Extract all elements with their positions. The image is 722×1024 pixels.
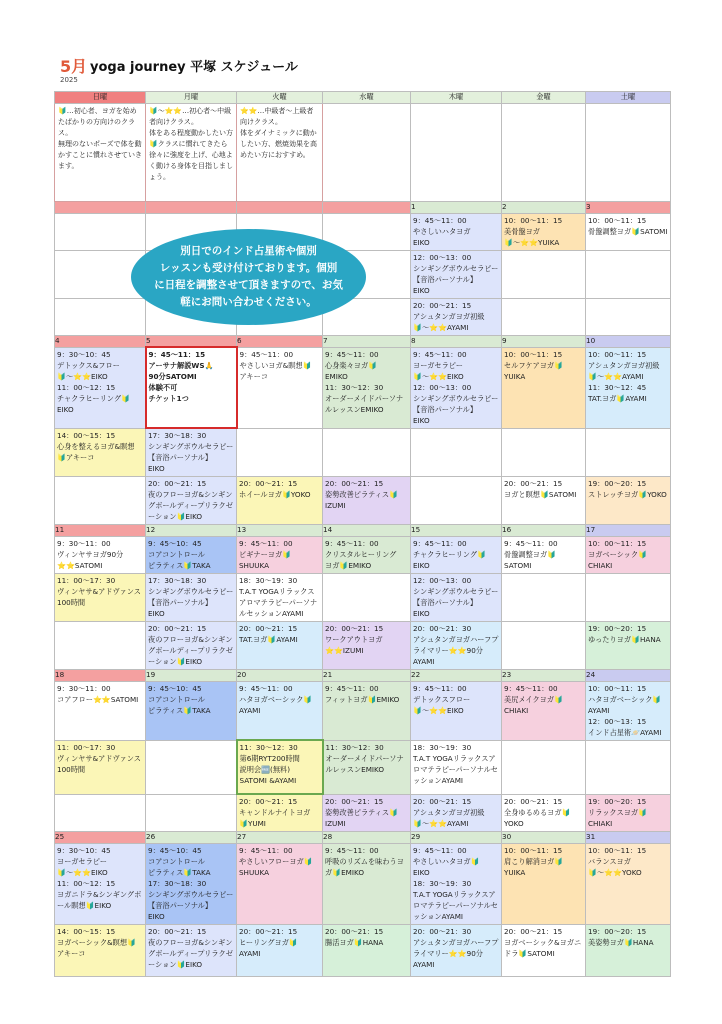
date-number: 16: [502, 525, 586, 537]
date-number: 27: [237, 832, 323, 844]
legend-advanced: ⭐️⭐️…中級者〜上級者向けクラス。 体をダイナミックに動かしたい方、燃焼効果を高めたい方におすすめ。: [237, 103, 323, 201]
class-slot[interactable]: 19：00〜20：15 美姿勢ヨガ🔰HANA: [586, 925, 671, 977]
class-slot[interactable]: 9：45〜11：00 やさしいハタヨガ🔰 EIKO 18：30〜19：30 T.A.T YOGAリラックスアロマテラピーパーソナルセッションAYAMI: [411, 844, 502, 925]
class-slot[interactable]: 10：00〜11：15 バランスヨガ 🔰〜⭐️⭐️YOKO: [586, 844, 671, 925]
class-slot[interactable]: 12：00〜13：00 シンギングボウルセラピー【音浴パーソナル】 EIKO: [411, 574, 502, 622]
class-slot[interactable]: 17：30〜18：30 シンギングボウルセラピー【音浴パーソナル】 EIKO: [146, 574, 237, 622]
date-number: 12: [146, 525, 237, 537]
date-number: [146, 201, 237, 213]
class-slot[interactable]: 10：00〜11：15 セルフケアヨガ🔰 YUIKA: [502, 347, 586, 428]
class-slot[interactable]: 10：00〜11：15 ヨガベーシック🔰 CHIAKI: [586, 537, 671, 574]
date-number: 18: [55, 670, 146, 682]
weekday-wed: 水曜: [323, 92, 411, 104]
class-slot[interactable]: 20：00〜21：15 姿勢改善ピラティス🔰 IZUMI: [323, 477, 411, 525]
class-slot[interactable]: 20：00〜21：15 夜のフローヨガ&シンギングボールディープリラクゼーション🔰EIKO: [146, 925, 237, 977]
class-slot: [55, 213, 146, 250]
legend-empty: [411, 103, 502, 201]
class-slot[interactable]: 9：45〜11：00 チャクラヒーリング🔰 EIKO: [411, 537, 502, 574]
month-label: 5月: [60, 57, 88, 76]
class-slot[interactable]: 9：45〜11：00 骨盤調整ヨガ🔰 SATOMI: [502, 537, 586, 574]
class-slot[interactable]: 20：00〜21：15 アシュタンガヨガ初級 🔰〜⭐️⭐️AYAMI: [411, 794, 502, 832]
class-slot[interactable]: 9：30〜11：00 ヴィンヤサヨガ90分 ⭐️⭐️SATOMI: [55, 537, 146, 574]
class-slot[interactable]: 10：00〜11：15 美骨盤ヨガ 🔰〜⭐️⭐️YUIKA: [502, 213, 586, 250]
class-slot[interactable]: 20：00〜21：15 ヨガと瞑想🔰SATOMI: [502, 477, 586, 525]
class-slot[interactable]: 9：45〜11：00 やさしいヨガ&瞑想🔰 アキーコ: [237, 347, 323, 428]
weekday-mon: 月曜: [146, 92, 237, 104]
class-slot[interactable]: 9：30〜10：45 ヨーガセラピー 🔰〜⭐️⭐️EIKO 11：00〜12：15 ヨガニドラ&シンギングボール瞑想🔰EIKO: [55, 844, 146, 925]
class-slot[interactable]: 14：00〜15：15 ヨガベーシック&瞑想🔰 アキーコ: [55, 925, 146, 977]
class-slot[interactable]: 14：00〜15：15 心身を整えるヨガ&瞑想🔰アキーコ: [55, 428, 146, 477]
class-slot[interactable]: 20：00〜21：30 アシュタンガヨガハーフプライマリー⭐️⭐️90分 AYAMI: [411, 622, 502, 670]
class-slot[interactable]: 20：00〜21：15 アシュタンガヨガ初級 🔰〜⭐️⭐️AYAMI: [411, 298, 502, 335]
class-slot[interactable]: 20：00〜21：15 キャンドルナイトヨガ 🔰YUMI: [237, 794, 323, 832]
class-slot[interactable]: 10：00〜11：15 骨盤調整ヨガ🔰SATOMI: [586, 213, 671, 250]
notice-bubble: 別日でのインド占星術や個別 レッスンも受け付けております。個別 に日程を調整させて頂きますので、お気 軽にお問い合わせください。: [131, 229, 366, 325]
date-number: 5: [146, 335, 237, 347]
class-slot[interactable]: 20：00〜21：15 ワークアウトヨガ ⭐️⭐️IZUMI: [323, 622, 411, 670]
class-slot[interactable]: 9：45〜11：15 アーサナ解説WS🙏 90分SATOMI 体験不可 チケット1つ: [146, 347, 237, 428]
class-slot[interactable]: 12：00〜13：00 シンギングボウルセラピー【音浴パーソナル】 EIKO: [411, 250, 502, 298]
class-slot[interactable]: 18：30〜19：30 T.A.T YOGAリラックスアロマテラピーパーソナルセッションAYAMI: [411, 740, 502, 794]
date-number: 15: [411, 525, 502, 537]
date-number: 22: [411, 670, 502, 682]
class-slot[interactable]: 10：00〜11：15 肩こり解消ヨガ🔰 YUIKA: [502, 844, 586, 925]
class-slot[interactable]: 17：30〜18：30 シンギングボウルセラピー【音浴パーソナル】 EIKO: [146, 428, 237, 477]
date-number: 17: [586, 525, 671, 537]
date-number: [323, 201, 411, 213]
date-number: 21: [323, 670, 411, 682]
class-slot[interactable]: 20：00〜21：15 夜のフローヨガ&シンギングボールディープリラクゼーション🔰EIKO: [146, 477, 237, 525]
class-slot[interactable]: 20：00〜21：15 腸活ヨガ🔰HANA: [323, 925, 411, 977]
class-slot[interactable]: 11：30〜12：30 第6期RYT200時間 説明会🆓(無料) SATOMI &AYAMI: [237, 740, 323, 794]
class-slot[interactable]: 19：00〜20：15 リラックスヨガ🔰 CHIAKI: [586, 794, 671, 832]
date-number: 31: [586, 832, 671, 844]
date-number: 2: [502, 201, 586, 213]
date-number: 29: [411, 832, 502, 844]
class-slot[interactable]: 20：00〜21：15 ヒーリングヨガ🔰 AYAMI: [237, 925, 323, 977]
class-slot[interactable]: 20：00〜21：15 ヨガベーシック&ヨガニドラ🔰SATOMI: [502, 925, 586, 977]
weekday-thu: 木曜: [411, 92, 502, 104]
class-slot[interactable]: 9：45〜11：00 ハタヨガベーシック🔰 AYAMI: [237, 681, 323, 740]
class-slot[interactable]: 20：00〜21：15 姿勢改善ピラティス🔰 IZUMI: [323, 794, 411, 832]
legend-empty: [586, 103, 671, 201]
weekday-fri: 金曜: [502, 92, 586, 104]
date-number: 23: [502, 670, 586, 682]
class-slot[interactable]: 20：00〜21：15 TAT.ヨガ🔰AYAMI: [237, 622, 323, 670]
date-number: 19: [146, 670, 237, 682]
page-title: yoga journey 平塚 スケジュール: [90, 60, 298, 75]
date-number: 7: [323, 335, 411, 347]
class-slot[interactable]: 9：45〜11：00 クリスタルヒーリング ヨガ🔰EMIKO: [323, 537, 411, 574]
class-slot[interactable]: 9：45〜11：00 ビギナーヨガ🔰 SHUUKA: [237, 537, 323, 574]
class-slot[interactable]: 19：00〜20：15 ストレッチヨガ🔰YOKO: [586, 477, 671, 525]
class-slot[interactable]: 20：00〜21：15 全身ゆるめるヨガ🔰 YOKO: [502, 794, 586, 832]
date-number: 28: [323, 832, 411, 844]
class-slot[interactable]: 9：45〜11：00 ヨーガセラピー 🔰〜⭐️⭐️EIKO 12：00〜13：00 シンギングボウルセラピー【音浴パーソナル】 EIKO: [411, 347, 502, 428]
date-number: 26: [146, 832, 237, 844]
class-slot[interactable]: 9：45〜11：00 心身楽々ヨガ🔰 EMIKO 11：30〜12：30 オーダーメイドパーソナルレッスンEMIKO: [323, 347, 411, 428]
date-number: 25: [55, 832, 146, 844]
date-number: 1: [411, 201, 502, 213]
class-slot[interactable]: 9：30〜11：00 コアフロー⭐️⭐️SATOMI: [55, 681, 146, 740]
year-label: 2025: [60, 76, 78, 84]
date-number: 30: [502, 832, 586, 844]
date-number: 20: [237, 670, 323, 682]
date-number: 8: [411, 335, 502, 347]
date-number: 14: [323, 525, 411, 537]
class-slot[interactable]: 9：45〜11：00 デトックスフロー 🔰〜⭐️⭐️EIKO: [411, 681, 502, 740]
class-slot[interactable]: 19：00〜20：15 ゆったりヨガ🔰HANA: [586, 622, 671, 670]
date-number: 11: [55, 525, 146, 537]
class-slot[interactable]: 18：30〜19：30 T.A.T YOGAリラックスアロマテラピーパーソナルセッションAYAMI: [237, 574, 323, 622]
class-slot[interactable]: 20：00〜21：15 ホイールヨガ🔰YOKO: [237, 477, 323, 525]
class-slot[interactable]: 10：00〜11：15 アシュタンガヨガ初級 🔰〜⭐️⭐️AYAMI 11：30〜12：45 TAT.ヨガ🔰AYAMI: [586, 347, 671, 428]
class-slot[interactable]: 10：00〜11：15 ハタヨガベーシック🔰 AYAMI 12：00〜13：15 インド占星術🪐AYAMI: [586, 681, 671, 740]
class-slot[interactable]: 9：45〜11：00 呼吸のリズムを味わうヨガ🔰EMIKO: [323, 844, 411, 925]
date-number: 3: [586, 201, 671, 213]
class-slot[interactable]: 9：45〜11：00 やさしいハタヨガ EIKO: [411, 213, 502, 250]
class-slot[interactable]: 9：45〜10：45 コアコントロール ピラティス🔰TAKA: [146, 537, 237, 574]
legend-empty: [323, 103, 411, 201]
legend-intermediate: 🔰〜⭐️⭐️…初心者〜中級者向けクラス。 体をある程度動かしたい方🔰クラスに慣れてきたら徐々に強度を上げ、心地よく動ける身体を目指しましょう。: [146, 103, 237, 201]
class-slot[interactable]: 9：30〜10：45 デトックス&フロー 🔰〜⭐️⭐️EIKO 11：00〜12：15 チャクラヒーリング🔰 EIKO: [55, 347, 146, 428]
legend-beginner: 🔰…初心者、ヨガを始めたばかりの方向けのクラス。 無理のないポーズで体を動かすことに慣れさせていきます。: [55, 103, 146, 201]
class-slot[interactable]: 9：45〜10：45 コアコントロール ピラティス🔰TAKA: [146, 681, 237, 740]
date-number: 13: [237, 525, 323, 537]
weekday-sat: 土曜: [586, 92, 671, 104]
weekday-tue: 火曜: [237, 92, 323, 104]
date-number: 10: [586, 335, 671, 347]
legend-empty: [502, 103, 586, 201]
schedule-calendar: [54, 91, 671, 977]
weekday-sun: 日曜: [55, 92, 146, 104]
date-number: [237, 201, 323, 213]
date-number: 4: [55, 335, 146, 347]
class-slot[interactable]: 20：00〜21：15 夜のフローヨガ&シンギングボールディープリラクゼーション🔰EIKO: [146, 622, 237, 670]
class-slot[interactable]: 11：00〜17：30 ヴィンヤサ&アドヴァンス100時間: [55, 574, 146, 622]
class-slot[interactable]: 9：45〜10：45 コアコントロール ピラティス🔰TAKA 17：30〜18：30 シンギングボウルセラピー【音浴パーソナル】 EIKO: [146, 844, 237, 925]
date-number: 9: [502, 335, 586, 347]
class-slot[interactable]: 9：45〜11：00 やさしいフローヨガ🔰 SHUUKA: [237, 844, 323, 925]
date-number: [55, 201, 146, 213]
class-slot[interactable]: 11：00〜17：30 ヴィンヤサ&アドヴァンス100時間: [55, 740, 146, 794]
date-number: 24: [586, 670, 671, 682]
class-slot[interactable]: 9：45〜11：00 フィットヨガ🔰EMIKO: [323, 681, 411, 740]
date-number: 6: [237, 335, 323, 347]
class-slot[interactable]: 9：45〜11：00 美尻メイクヨガ🔰 CHIAKI: [502, 681, 586, 740]
class-slot[interactable]: 20：00〜21：30 アシュタンガヨガハーフプライマリー⭐️⭐️90分 AYAMI: [411, 925, 502, 977]
class-slot[interactable]: 11：30〜12：30 オーダーメイドパーソナルレッスンEMIKO: [323, 740, 411, 794]
